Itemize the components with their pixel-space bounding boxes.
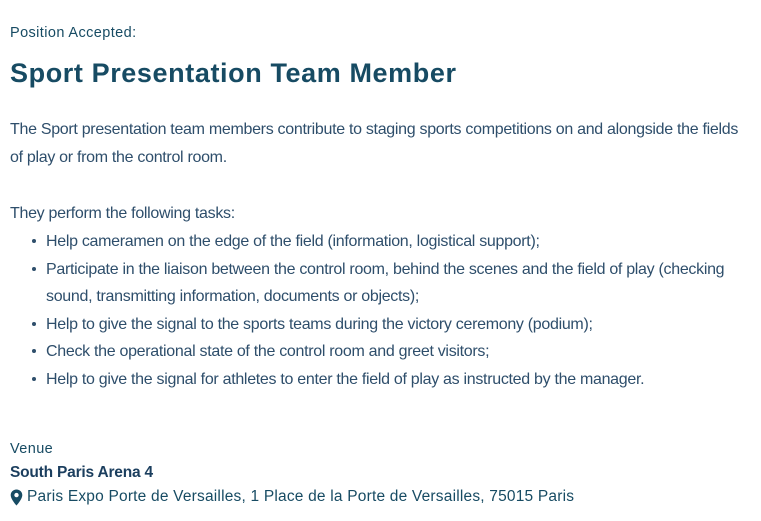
- position-accepted-label: Position Accepted:: [10, 25, 137, 41]
- position-title: Sport Presentation Team Member: [10, 58, 457, 88]
- tasks-intro: They perform the following tasks:: [10, 205, 235, 222]
- venue-name: South Paris Arena 4: [10, 464, 153, 481]
- tasks-list: [10, 228, 747, 393]
- location-pin-icon: [10, 489, 23, 506]
- position-description: The Sport presentation team members contribute to staging sports competitions on and alongside the fields of play or from the control room.: [10, 121, 739, 166]
- task-item: Participate in the liaison between the control room, behind the scenes and the field of play (checking sound, transmitting information, documents or objects);: [10, 256, 747, 311]
- task-item: Help to give the signal for athletes to enter the field of play as instructed by the manager.: [10, 366, 747, 394]
- venue-address: Paris Expo Porte de Versailles, 1 Place de la Porte de Versailles, 75015 Paris: [27, 488, 575, 505]
- task-item: Check the operational state of the control room and greet visitors;: [10, 338, 747, 366]
- venue-address-row: [10, 488, 574, 506]
- task-item: Help cameramen on the edge of the field (information, logistical support);: [10, 228, 747, 256]
- task-item: Help to give the signal to the sports teams during the victory ceremony (podium);: [10, 311, 747, 339]
- venue-label: Venue: [10, 441, 54, 457]
- venue-section: [10, 441, 574, 506]
